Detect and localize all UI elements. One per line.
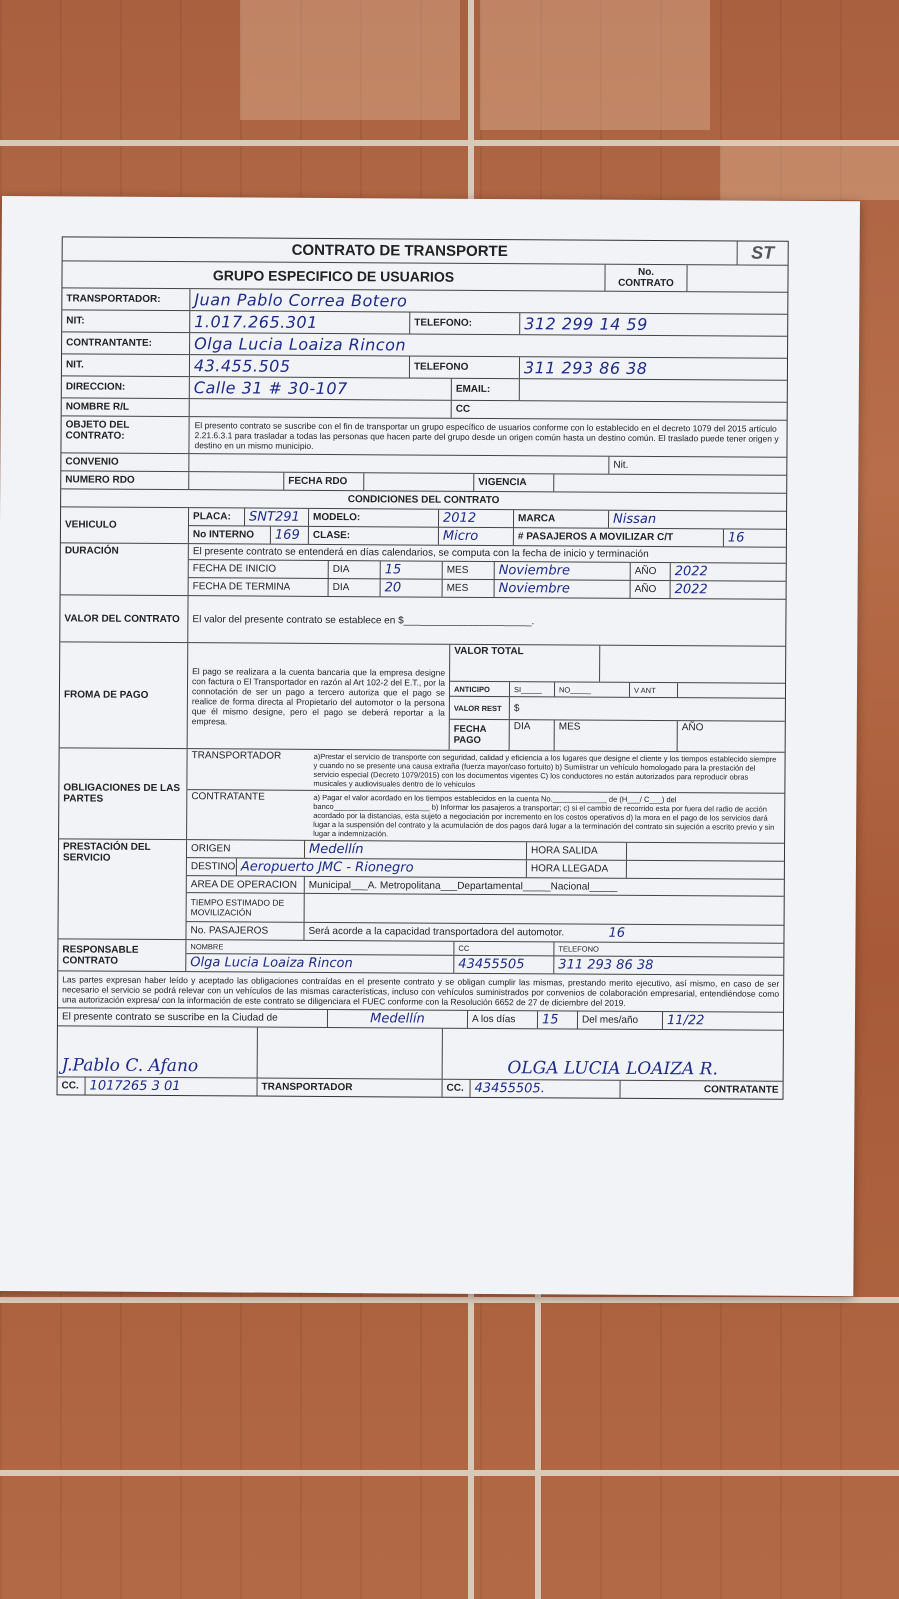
contract-form — [57, 236, 789, 1099]
transportador-label: TRANSPORTADOR: — [62, 288, 190, 310]
obligaciones-transportador-label: TRANSPORTADOR — [191, 750, 282, 762]
anticipo-no: NO_____ — [555, 682, 630, 696]
valor-total-label: VALOR TOTAL — [450, 645, 600, 682]
tiempo-label: TIEMPO ESTIMADO DE MOVILIZACIÓN — [187, 893, 305, 922]
vigencia-label: VIGENCIA — [474, 474, 554, 491]
suscripcion-dias-label: A los días — [468, 1011, 538, 1028]
fin-mes: Noviembre — [495, 580, 631, 598]
responsable-row — [58, 939, 783, 975]
duracion-row — [61, 543, 786, 599]
fin-ano: 2022 — [674, 582, 708, 598]
anticipo-label: ANTICIPO — [450, 682, 510, 696]
pago-text: El pago se realizara a la cuenta bancaria que la empresa designe con factura o El Transportador en razón al Art 102-2 del E.T., por la connotación de ser un pago a tercero autoriza que el pago se realice de forma directa al Propietario del automotor o la persona que él mismo designe, pero el pago se deberá reportar a la empresa. — [188, 643, 451, 750]
duracion-label: DURACIÓN — [61, 543, 189, 595]
fecha-rdo-value — [364, 473, 474, 491]
duracion-details — [189, 544, 786, 599]
contract-title: CONTRATO DE TRANSPORTE — [63, 237, 738, 264]
telefono1-label: TELEFONO: — [410, 312, 520, 334]
responsable-nombre: Olga Lucia Loaiza Rincon — [186, 954, 454, 973]
objeto-row — [61, 416, 786, 457]
objeto-text: El presento contrato se suscribe con el fin de transportar un grupo específico de usuarios conforme con lo establecido en el decreto 1079 del 2015 artículo 2.21.6.3.1 para trasladar a todas las personas que hacen parte del grupo desde un origen común hasta un destino común. El traslado puede tener origen y destino en un mismo municipio. — [194, 420, 779, 451]
contract-no-value — [687, 265, 787, 292]
tile-highlight — [480, 0, 710, 130]
fecha-pago-ano: AÑO — [681, 722, 704, 734]
destino-value: Aeropuerto JMC - Rionegro — [237, 858, 527, 877]
firma-contratante: OLGA LUCIA LOAIZA R. — [507, 1058, 718, 1080]
contratante-value: Olga Lucia Loaiza Rincon — [194, 334, 407, 355]
valor-row — [60, 595, 785, 646]
fecha-pago-line — [450, 720, 785, 752]
obligaciones-details — [187, 749, 785, 843]
rdo-label: NUMERO RDO — [61, 471, 189, 489]
contract-subtitle: GRUPO ESPECIFICO DE USUARIOS — [62, 261, 605, 290]
nombre-rl-label: NOMBRE R/L — [62, 398, 190, 416]
objeto-label: OBJETO DEL CONTRATO: — [61, 416, 189, 453]
clausula-text: Las partes expresan haber leído y aceptado las obligaciones contraídas en el presente contrato y se obligan cumplir las mismas, prestando merito ejecutivo, así mismo, en caso de ser necesario el servicio se podrá relevar con un vehículos de las mismas características, incluso con vehículos suministrados por convenios de colaboración empresarial, entendiéndose como una autorización expresa/ con la información de este contrato se diligenciara el FUEC conforme con la Resolución 6652 de 27 de diciembre del 2019. — [62, 974, 780, 1008]
vehiculo-row — [61, 507, 786, 547]
cc-rl-label: CC — [455, 403, 471, 415]
telefono1-value: 312 299 14 59 — [524, 314, 648, 334]
fecha-pago-dia: DIA — [510, 720, 555, 750]
firmas-labels-row — [58, 1077, 783, 1098]
mes-label: MES — [443, 580, 495, 597]
ano-label: AÑO — [631, 563, 671, 580]
destino-label: DESTINO — [187, 858, 237, 875]
pago-grid — [450, 645, 786, 752]
hora-salida-value — [627, 843, 784, 861]
vant-label: V ANT — [630, 683, 678, 697]
pasajeros-line — [186, 922, 783, 943]
interno-value: 169 — [271, 527, 309, 544]
obligaciones-transportador — [187, 749, 784, 794]
modelo-value: 2012 — [439, 510, 514, 527]
transportador-sig-label: TRANSPORTADOR — [258, 1079, 443, 1097]
suscripcion-mes: 11/22 — [666, 1013, 705, 1029]
tile-highlight — [240, 0, 460, 120]
responsable-cc-label: CC — [454, 942, 554, 956]
valor-total-line — [450, 645, 785, 684]
mes-label: MES — [443, 562, 495, 579]
pasajeros-value: 16 — [608, 925, 626, 941]
clase-value: Micro — [439, 528, 514, 545]
obligaciones-contratante-label: CONTRATANTE — [191, 791, 265, 803]
vehiculo-details — [189, 508, 786, 547]
rdo-value — [189, 472, 284, 490]
nit2-value: 43.455.505 — [190, 355, 410, 377]
inicio-dia: 15 — [381, 561, 443, 578]
responsable-label: RESPONSABLE CONTRATO — [58, 939, 186, 971]
contratante-sig-label: CONTRATANTE — [703, 1084, 779, 1096]
fecha-termina-line — [189, 578, 786, 599]
placa-label: PLACA: — [189, 508, 245, 525]
tile-seam — [0, 1297, 899, 1303]
valor-label: VALOR DEL CONTRATO — [60, 595, 188, 642]
direccion-label: DIRECCION: — [62, 376, 190, 398]
pago-row — [60, 642, 786, 752]
valor-rest-value: $ — [513, 702, 520, 714]
hora-llegada-label: HORA LLEGADA — [527, 860, 627, 878]
email-value — [520, 379, 787, 402]
condiciones-title: CONDICIONES DEL CONTRATO — [347, 494, 500, 507]
fecha-rdo-label: FECHA RDO — [284, 473, 364, 490]
obligaciones-row — [59, 748, 785, 843]
pasajeros-movilizar-value: 16 — [727, 530, 745, 546]
responsable-tel: 311 293 86 38 — [558, 957, 654, 973]
pasajeros-movilizar-label: # PASAJEROS A MOVILIZAR C/T — [514, 528, 724, 546]
contratante-label: CONTRANTANTE: — [62, 332, 190, 354]
convenio-nit-label: Nit. — [613, 459, 629, 471]
tile-highlight — [720, 140, 899, 200]
interno-label: No INTERNO — [189, 526, 271, 544]
area-text: Municipal___A. Metropolitana___Departamental_____Nacional_____ — [308, 879, 618, 893]
vant-value — [678, 683, 785, 698]
valor-text: El valor del presente contrato se establece en $_______________________. — [192, 613, 535, 627]
clausula-row — [58, 971, 783, 1012]
responsable-cc: 43455505 — [454, 956, 554, 974]
convenio-label: CONVENIO — [61, 453, 189, 471]
telefono2-label: TELEFONO — [410, 356, 520, 378]
direccion-value: Calle 31 # 30-107 — [190, 377, 452, 400]
valor-total-value — [600, 646, 785, 683]
inicio-ano: 2022 — [674, 564, 708, 580]
dia-label: DIA — [329, 561, 381, 578]
tiempo-value — [305, 894, 784, 925]
fin-dia: 20 — [381, 579, 443, 596]
convenio-value — [189, 454, 609, 474]
dia-label: DIA — [329, 579, 381, 596]
marca-label: MARCA — [514, 510, 609, 528]
valor-rest-line — [450, 697, 785, 722]
clase-label: CLASE: — [309, 527, 439, 545]
prestacion-row — [58, 839, 784, 943]
responsable-nombre-label: NOMBRE — [186, 940, 454, 955]
inicio-mes: Noviembre — [495, 562, 631, 580]
fecha-pago-label: FECHA PAGO — [450, 720, 510, 750]
firma-spacer — [258, 1028, 443, 1079]
obligaciones-contratante — [187, 790, 784, 843]
nit1-label: NIT: — [62, 310, 190, 332]
contract-no-label: No. CONTRATO — [605, 265, 687, 292]
tile-seam — [535, 1290, 541, 1599]
fecha-inicio-label: FECHA DE INICIO — [189, 560, 329, 578]
obligaciones-label: OBLIGACIONES DE LAS PARTES — [59, 748, 188, 839]
no-pasajeros-label: No. PASAJEROS — [186, 922, 304, 940]
telefono2-value: 311 293 86 38 — [523, 358, 648, 378]
ano-label: AÑO — [631, 581, 671, 598]
email-label: EMAIL: — [452, 379, 520, 400]
vigencia-value — [554, 474, 786, 492]
placa-value: SNT291 — [245, 508, 309, 525]
tile-seam — [0, 1470, 899, 1476]
suscripcion-mes-label: Del mes/año — [578, 1012, 663, 1030]
suscripcion-dias: 15 — [538, 1011, 578, 1028]
hora-llegada-value — [627, 861, 784, 879]
anticipo-si: SI_____ — [510, 682, 555, 696]
valor-rest-label: VALOR REST — [450, 697, 510, 719]
contract-paper — [0, 196, 860, 1296]
fecha-pago-mes: MES — [555, 720, 678, 751]
prestacion-details — [186, 840, 784, 943]
firmas-row — [58, 1026, 783, 1081]
company-logo: ST — [751, 242, 775, 263]
pago-label: FROMA DE PAGO — [60, 642, 189, 748]
firma-transportador: J.Pablo C. Afano — [58, 1026, 258, 1077]
pasajeros-text: Será acorde a la capacidad transportadora del automotor. — [308, 925, 565, 939]
modelo-label: MODELO: — [309, 509, 439, 527]
nit1-value: 1.017.265.301 — [190, 311, 410, 333]
prestacion-label: PRESTACIÓN DEL SERVICIO — [58, 839, 187, 939]
cc2-value: 43455505. — [471, 1080, 621, 1098]
marca-value: Nissan — [612, 511, 657, 528]
cc2-label: CC. — [443, 1080, 471, 1097]
cc1-label: CC. — [58, 1077, 86, 1094]
responsable-tel-label: TELEFONO — [558, 944, 599, 954]
origen-value: Medellín — [305, 841, 527, 859]
cc1-value: 1017265 3 01 — [86, 1078, 258, 1096]
suscripcion-text: El presente contrato se suscribe en la Ciudad de — [58, 1008, 328, 1027]
hora-salida-label: HORA SALIDA — [527, 842, 627, 860]
obligaciones-transportador-text: a)Prestar el servicio de transporte con seguridad, calidad y eficiencia a los lugares que designe el cliente y los tiempos establecido siempre y cuando no se presente una causa extraña (fuerza mayor/caso fortuito) b) Sumiistrar un vehículo homologado para la prestación del servicio especial (Decreto 1079/2015) con los documentos vigentes C) los conductores no están autorizados para reproducir obras musicales y audiovisuales dentro de lo vehiculos — [313, 751, 777, 789]
area-label: AREA DE OPERACION — [187, 876, 305, 893]
nit2-label: NIT. — [62, 354, 190, 376]
origen-label: ORIGEN — [187, 840, 305, 858]
transportador-value: Juan Pablo Correa Botero — [194, 290, 408, 311]
obligaciones-contratante-text: a) Pagar el valor acordado en los tiempos establecidos en la cuenta No._____________ de (H___/ C___) del banco_______________________ b) Informar los pasajeros a transportar; c) si el cambio de recorrido esta por fuera del radio de acción acordado por la distancias, esta sujeto a negociación por incremento en los costos operativos d) la mora en el pago de los servicios dará lugar a la suspensión del contrato y la acumulación de dos pagos dará lugar a la terminación del contrato sin sujeción a escrito previo y sin lugar a indemnización. — [313, 792, 775, 839]
fecha-termina-label: FECHA DE TERMINA — [189, 578, 329, 596]
nombre-rl-value — [190, 399, 452, 418]
responsable-details — [186, 940, 783, 975]
vehiculo-line2 — [189, 526, 786, 547]
suscripcion-ciudad: Medellín — [328, 1010, 468, 1028]
vehiculo-label: VEHICULO — [61, 507, 189, 543]
tiempo-line — [187, 893, 784, 926]
duracion-text: El presente contrato se entenderá en días calendarios, se computa con la fecha de inicio y terminación — [189, 544, 786, 564]
